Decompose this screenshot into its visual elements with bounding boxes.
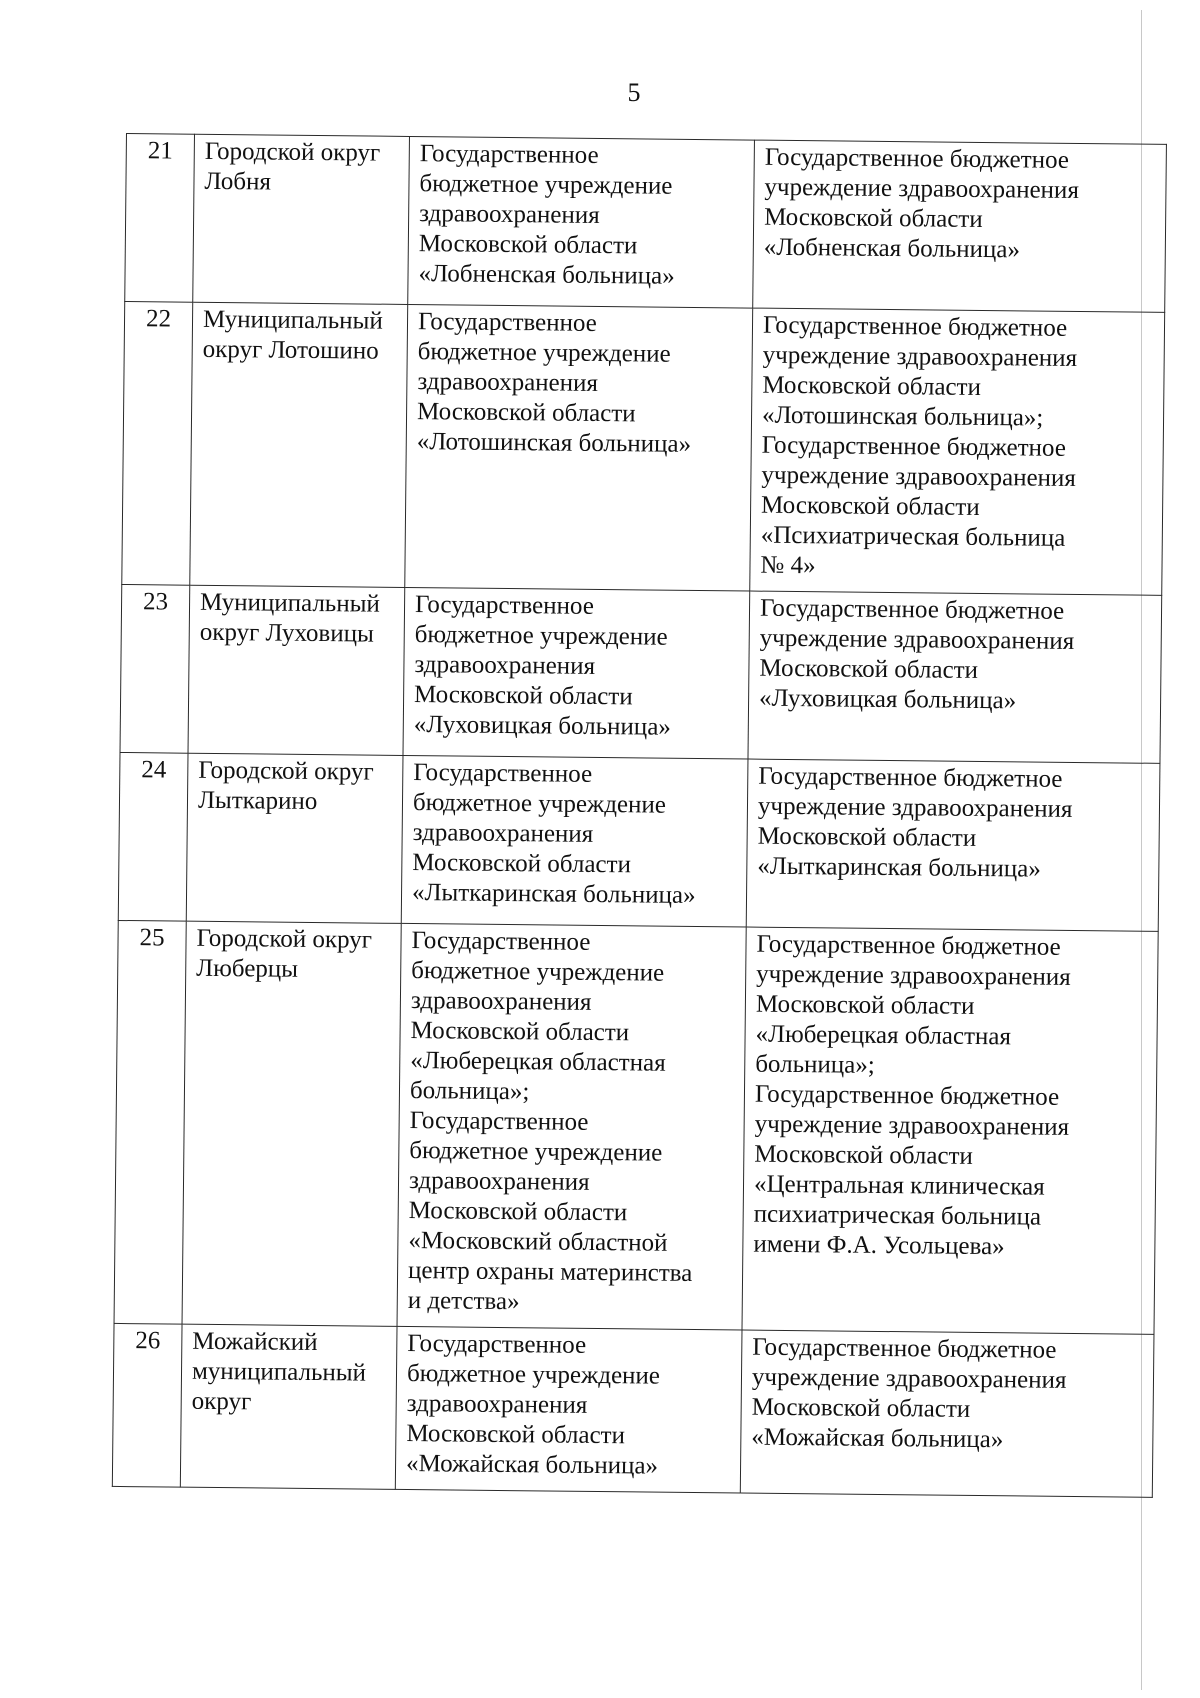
organization-left-cell: Государственное бюджетное учреждение здравоохранения Московской области «Люберецкая областная больница»; Государственное бюджетное учреждение здравоохранения Московской области «Московский областной центр охраны материнства и детства» bbox=[397, 923, 746, 1330]
organization-left-cell: Государственное бюджетное учреждение здравоохранения Московской области «Лыткаринская больница» bbox=[401, 755, 748, 927]
row-number: 26 bbox=[112, 1323, 182, 1487]
table-row bbox=[125, 134, 1167, 313]
municipality-cell: Городской округ Люберцы bbox=[182, 921, 401, 1326]
organization-left-cell: Государственное бюджетное учреждение здравоохранения Московской области «Лотошинская больница» bbox=[405, 304, 753, 591]
organization-right-cell: Государственное бюджетное учреждение здравоохранения Московской области «Люберецкая областная больница»; Государственное бюджетное учреждение здравоохранения Московской области «Центральная клиническая психиатрическая больница имени Ф.А. Усольцева» bbox=[742, 927, 1158, 1334]
organization-right-cell: Государственное бюджетное учреждение здравоохранения Московской области «Луховицкая больница» bbox=[748, 591, 1162, 763]
table-row bbox=[114, 920, 1158, 1334]
municipality-cell: Можайский муниципальный округ bbox=[180, 1324, 397, 1489]
organization-left-cell: Государственное бюджетное учреждение здравоохранения Московской области «Лобненская больница» bbox=[408, 136, 755, 308]
organization-right-cell: Государственное бюджетное учреждение здравоохранения Московской области «Лобненская больница» bbox=[753, 140, 1167, 312]
organization-right-cell: Государственное бюджетное учреждение здравоохранения Московской области «Лыткаринская больница» bbox=[746, 759, 1160, 931]
organization-right-cell: Государственное бюджетное учреждение здравоохранения Московской области «Лотошинская больница»; Государственное бюджетное учреждение здравоохранения Московской области «Психиатрическая больница № 4» bbox=[750, 308, 1165, 595]
municipality-cell: Муниципальный округ Лотошино bbox=[190, 302, 408, 587]
organization-right-cell: Государственное бюджетное учреждение здравоохранения Московской области «Можайская больница» bbox=[740, 1330, 1154, 1497]
row-number: 25 bbox=[114, 920, 186, 1324]
page-number: 5 bbox=[627, 78, 641, 107]
organization-left-cell: Государственное бюджетное учреждение здравоохранения Московской области «Можайская больница» bbox=[395, 1326, 742, 1493]
institutions-table bbox=[112, 133, 1167, 1498]
table-row bbox=[122, 301, 1165, 595]
table-row bbox=[118, 752, 1160, 931]
organization-left-cell: Государственное бюджетное учреждение здравоохранения Московской области «Луховицкая больница» bbox=[403, 587, 750, 759]
municipality-cell: Городской округ Лобня bbox=[193, 134, 410, 304]
row-number: 21 bbox=[125, 134, 195, 303]
municipality-cell: Городской округ Лыткарино bbox=[186, 753, 403, 923]
row-number: 22 bbox=[122, 301, 193, 585]
municipality-cell: Муниципальный округ Луховицы bbox=[188, 585, 405, 755]
table-row bbox=[120, 584, 1162, 763]
table-row bbox=[112, 1323, 1154, 1497]
row-number: 23 bbox=[120, 584, 190, 753]
row-number: 24 bbox=[118, 752, 188, 921]
